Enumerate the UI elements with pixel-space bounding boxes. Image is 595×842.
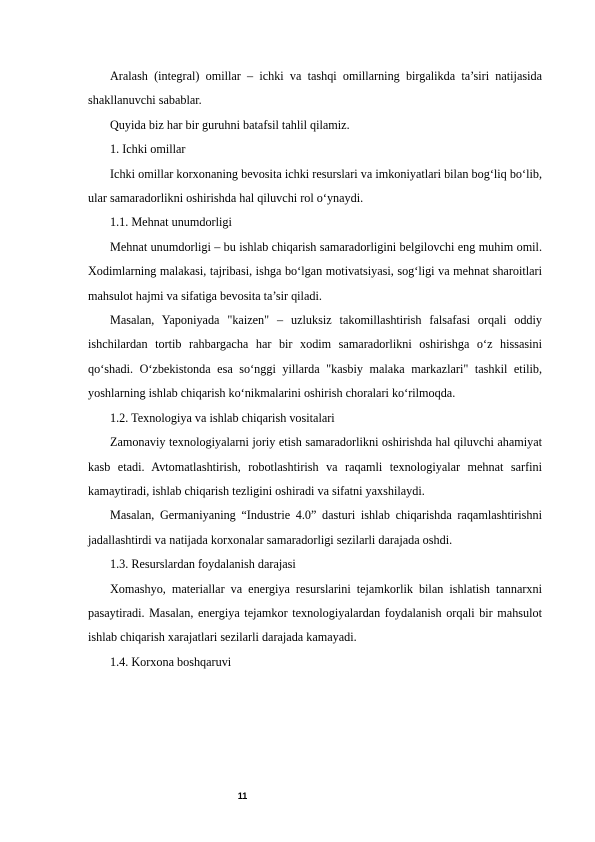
subsection-heading-labor-productivity: 1.1. Mehnat unumdorligi: [110, 215, 232, 230]
paragraph-labor-productivity: Mehnat unumdorligi – bu ishlab chiqarish samaradorligini belgilovchi eng muhim omil. Xodimlarning malakasi, tajribasi, ishga bo‘lgan motivatsiyasi, sog‘ligi va mehnat sharoitlari mahsulot hajmi va sifatiga bevosita ta’sir qiladi.: [88, 239, 542, 303]
page-number: 11: [237, 791, 248, 801]
subsection-heading-resource-use: 1.3. Resurslardan foydalanish darajasi: [110, 557, 296, 572]
paragraph-internal-factors: Ichki omillar korxonaning bevosita ichki resurslari va imkoniyatlari bilan bog‘liq bo‘lib, ular samaradorlikni oshirishda hal qiluvchi rol o‘ynaydi.: [88, 166, 542, 206]
document-page: [88, 64, 542, 674]
paragraph-intro: Quyida biz har bir guruhni batafsil tahlil qilamiz.: [110, 117, 350, 132]
paragraph-kaizen-example: Masalan, Yaponiyada "kaizen" – uzluksiz takomillashtirish falsafasi orqali oddiy ishchilardan tortib rahbargacha har bir xodim samaradorlikni oshirishga o‘z hissasini qo‘shadi. O‘zbekistonda esa so‘nggi yillarda "kasbiy malaka markazlari" tashkil etilib, yoshlarning ishlab chiqarish ko‘nikmalarini oshirish choralari ko‘rilmoqda.: [88, 313, 542, 401]
paragraph-integral-factors: Aralash (integral) omillar – ichki va tashqi omillarning birgalikda ta’siri natijasida shakllanuvchi sabablar.: [88, 69, 542, 108]
section-heading-internal-factors: 1. Ichki omillar: [110, 142, 186, 157]
paragraph-industrie-example: Masalan, Germaniyaning “Industrie 4.0” dasturi ishlab chiqarishda raqamlashtirishni jadallashtirdi va natijada korxonalar samaradorligi sezilarli darajada oshdi.: [88, 508, 542, 547]
subsection-heading-management: 1.4. Korxona boshqaruvi: [110, 654, 232, 669]
paragraph-technology: Zamonaviy texnologiyalarni joriy etish samaradorlikni oshirishda hal qiluvchi ahamiyat kasb etadi. Avtomatlashtirish, robotlashtirish va raqamli texnologiyalar mehnat sarfini kamaytiradi, ishlab chiqarish tezligini oshiradi va sifatni yaxshilaydi.: [88, 435, 542, 498]
subsection-heading-technology: 1.2. Texnologiya va ishlab chiqarish vositalari: [110, 410, 335, 425]
paragraph-resource-use: Xomashyo, materiallar va energiya resurslarini tejamkorlik bilan ishlatish tannarxni pasaytiradi. Masalan, energiya tejamkor texnologiyalardan foydalanish orqali bir mahsulot ishlab chiqarish xarajatlari sezilarli darajada kamayadi.: [88, 581, 542, 645]
